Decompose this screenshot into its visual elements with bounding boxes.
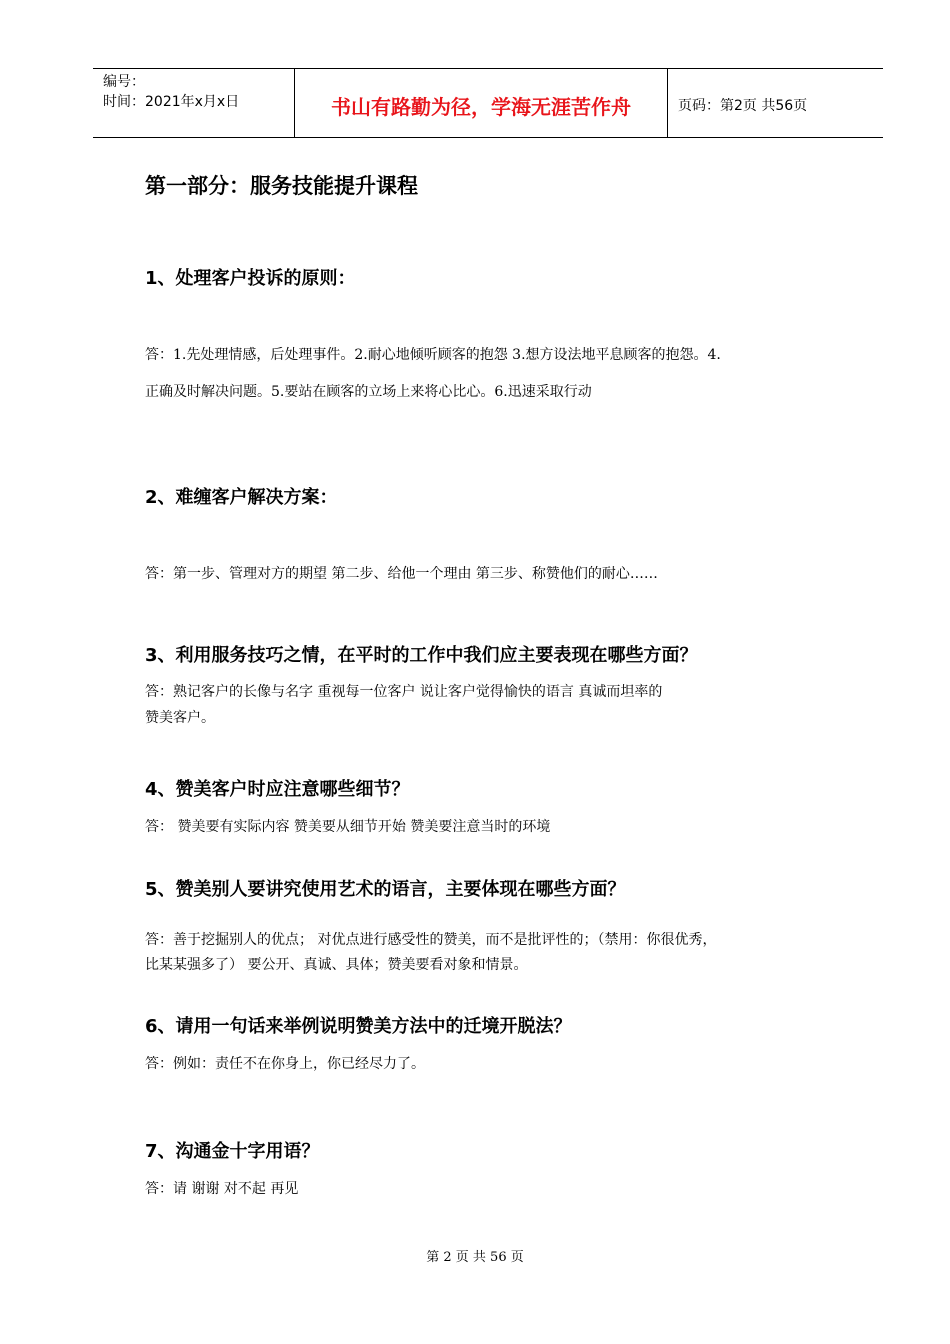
motto: 书山有路勤为径，学海无涯苦作舟 (331, 95, 631, 119)
answer-line: 答：善于挖掘别人的优点； 对优点进行感受性的赞美，而不是批评性的；（禁用：你很优秀， (145, 932, 717, 948)
question-title: 5、赞美别人要讲究使用艺术的语言，主要体现在哪些方面？ (145, 879, 626, 900)
question-title: 1、处理客户投诉的原则： (145, 268, 356, 289)
header-motto-cell (295, 69, 668, 137)
answer-line: 答：例如：责任不在你身上，你已经尽力了。 (145, 1056, 425, 1072)
question-title: 4、赞美客户时应注意哪些细节？ (145, 779, 410, 800)
question-title: 3、利用服务技巧之情，在平时的工作中我们应主要表现在哪些方面？ (145, 645, 698, 666)
answer-line: 答：1.先处理情感，后处理事件。2.耐心地倾听顾客的抱怨 3.想方设法地平息顾客的抱怨。4. (145, 347, 721, 363)
question-title: 2、难缠客户解决方案： (145, 487, 338, 508)
answer-line: 答：第一步、管理对方的期望 第二步、给他一个理由 第三步、称赞他们的耐心…… (145, 566, 658, 582)
answer-line: 赞美客户。 (145, 710, 215, 726)
answer-line: 正确及时解决问题。5.要站在顾客的立场上来将心比心。6.迅速采取行动 (145, 384, 592, 400)
header-meta-cell (93, 69, 295, 137)
answer-line: 答：请 谢谢 对不起 再见 (145, 1181, 299, 1197)
document-header (93, 68, 883, 138)
question-title: 6、请用一句话来举例说明赞美方法中的迁境开脱法？ (145, 1016, 572, 1037)
answer-line: 比某某强多了） 要公开、真诚、具体；赞美要看对象和情景。 (145, 957, 528, 973)
answer-line: 答： 赞美要有实际内容 赞美要从细节开始 赞美要注意当时的环境 (145, 819, 551, 835)
page-footer: 第 2 页 共 56 页 (426, 1250, 524, 1265)
time-label: 时间：2021年x月x日 (103, 94, 240, 110)
answer-line: 答：熟记客户的长像与名字 重视每一位客户 说让客户觉得愉快的语言 真诚而坦率的 (145, 684, 663, 700)
page-label: 页码：第2页 共56页 (678, 98, 808, 114)
serial-number-label: 编号： (103, 74, 145, 90)
question-title: 7、沟通金十字用语？ (145, 1141, 320, 1162)
part-title: 第一部分：服务技能提升课程 (145, 174, 418, 198)
header-page-cell (668, 69, 883, 137)
